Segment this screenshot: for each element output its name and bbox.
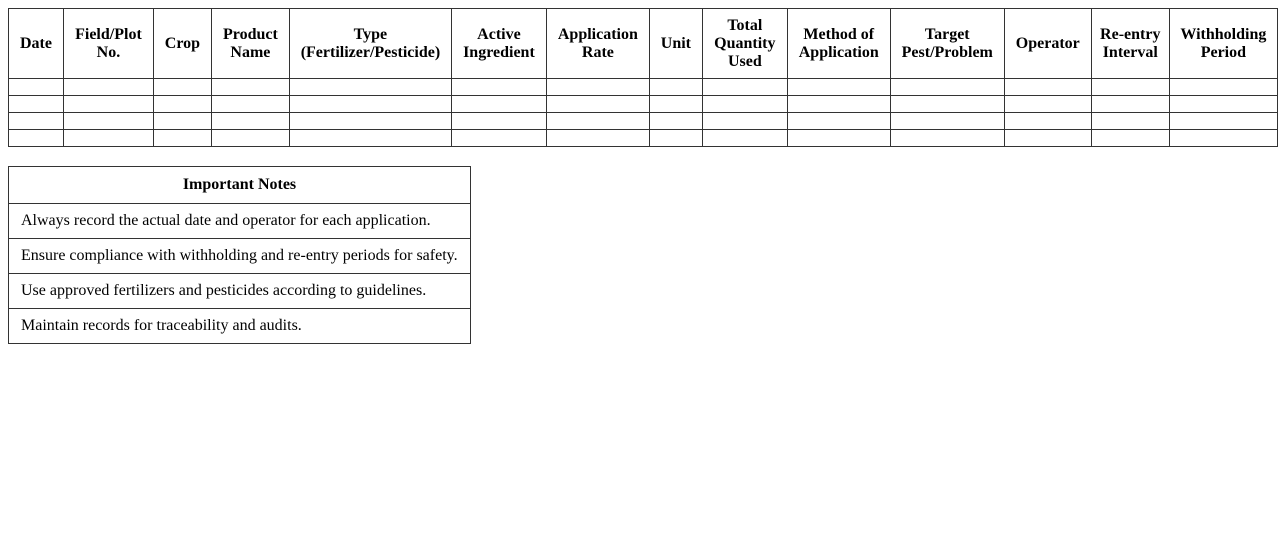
header-row	[9, 9, 1278, 79]
table-cell[interactable]	[153, 113, 211, 130]
table-cell[interactable]	[153, 130, 211, 147]
table-cell[interactable]	[890, 113, 1004, 130]
table-cell[interactable]	[649, 79, 702, 96]
table-cell[interactable]	[451, 79, 546, 96]
table-cell[interactable]	[1091, 96, 1169, 113]
table-cell[interactable]	[1169, 130, 1277, 147]
table-cell[interactable]	[9, 79, 64, 96]
important-notes-table	[8, 166, 471, 344]
table-cell[interactable]	[63, 113, 153, 130]
table-cell[interactable]	[9, 130, 64, 147]
column-header-method: Method of Application	[787, 9, 890, 79]
table-cell[interactable]	[1091, 130, 1169, 147]
table-cell[interactable]	[649, 96, 702, 113]
table-cell[interactable]	[1004, 130, 1091, 147]
table-cell[interactable]	[289, 96, 451, 113]
table-cell[interactable]	[289, 79, 451, 96]
note-item: Maintain records for traceability and audits.	[9, 309, 471, 344]
table-cell[interactable]	[702, 130, 787, 147]
table-cell[interactable]	[289, 113, 451, 130]
column-header-date: Date	[9, 9, 64, 79]
table-cell[interactable]	[451, 113, 546, 130]
table-cell[interactable]	[702, 96, 787, 113]
column-header-product-name: Product Name	[211, 9, 289, 79]
table-cell[interactable]	[9, 96, 64, 113]
table-cell[interactable]	[787, 79, 890, 96]
notes-title: Important Notes	[9, 167, 471, 204]
note-item: Ensure compliance with withholding and re-entry periods for safety.	[9, 239, 471, 274]
column-header-reentry-interval: Re-entry Interval	[1091, 9, 1169, 79]
table-cell[interactable]	[1004, 79, 1091, 96]
table-cell[interactable]	[153, 79, 211, 96]
table-cell[interactable]	[787, 130, 890, 147]
table-cell[interactable]	[211, 113, 289, 130]
table-cell[interactable]	[787, 113, 890, 130]
table-cell[interactable]	[890, 96, 1004, 113]
table-cell[interactable]	[153, 96, 211, 113]
table-cell[interactable]	[649, 113, 702, 130]
table-cell[interactable]	[1169, 79, 1277, 96]
table-cell[interactable]	[546, 96, 649, 113]
table-cell[interactable]	[702, 79, 787, 96]
application-log-table	[8, 8, 1278, 147]
table-cell[interactable]	[1004, 113, 1091, 130]
column-header-operator: Operator	[1004, 9, 1091, 79]
table-cell[interactable]	[451, 96, 546, 113]
table-cell[interactable]	[546, 113, 649, 130]
column-header-withholding-period: Withholding Period	[1169, 9, 1277, 79]
table-cell[interactable]	[546, 130, 649, 147]
table-row	[9, 96, 1278, 113]
table-cell[interactable]	[211, 130, 289, 147]
column-header-unit: Unit	[649, 9, 702, 79]
table-cell[interactable]	[890, 79, 1004, 96]
note-item: Always record the actual date and operator for each application.	[9, 204, 471, 239]
table-cell[interactable]	[63, 96, 153, 113]
table-cell[interactable]	[1091, 113, 1169, 130]
table-row	[9, 130, 1278, 147]
table-cell[interactable]	[63, 79, 153, 96]
table-cell[interactable]	[289, 130, 451, 147]
column-header-field-plot: Field/Plot No.	[63, 9, 153, 79]
table-cell[interactable]	[9, 113, 64, 130]
note-item: Use approved fertilizers and pesticides according to guidelines.	[9, 274, 471, 309]
table-row	[9, 79, 1278, 96]
table-cell[interactable]	[1004, 96, 1091, 113]
table-cell[interactable]	[1169, 96, 1277, 113]
column-header-type: Type (Fertilizer/Pesticide)	[289, 9, 451, 79]
table-cell[interactable]	[1091, 79, 1169, 96]
table-cell[interactable]	[1169, 113, 1277, 130]
table-cell[interactable]	[211, 79, 289, 96]
table-cell[interactable]	[702, 113, 787, 130]
table-cell[interactable]	[211, 96, 289, 113]
column-header-active-ingredient: Active Ingredient	[451, 9, 546, 79]
table-cell[interactable]	[546, 79, 649, 96]
column-header-application-rate: Application Rate	[546, 9, 649, 79]
table-cell[interactable]	[649, 130, 702, 147]
column-header-crop: Crop	[153, 9, 211, 79]
table-cell[interactable]	[787, 96, 890, 113]
table-cell[interactable]	[890, 130, 1004, 147]
table-cell[interactable]	[63, 130, 153, 147]
table-cell[interactable]	[451, 130, 546, 147]
column-header-target-pest: Target Pest/Problem	[890, 9, 1004, 79]
table-row	[9, 113, 1278, 130]
column-header-total-quantity: Total Quantity Used	[702, 9, 787, 79]
